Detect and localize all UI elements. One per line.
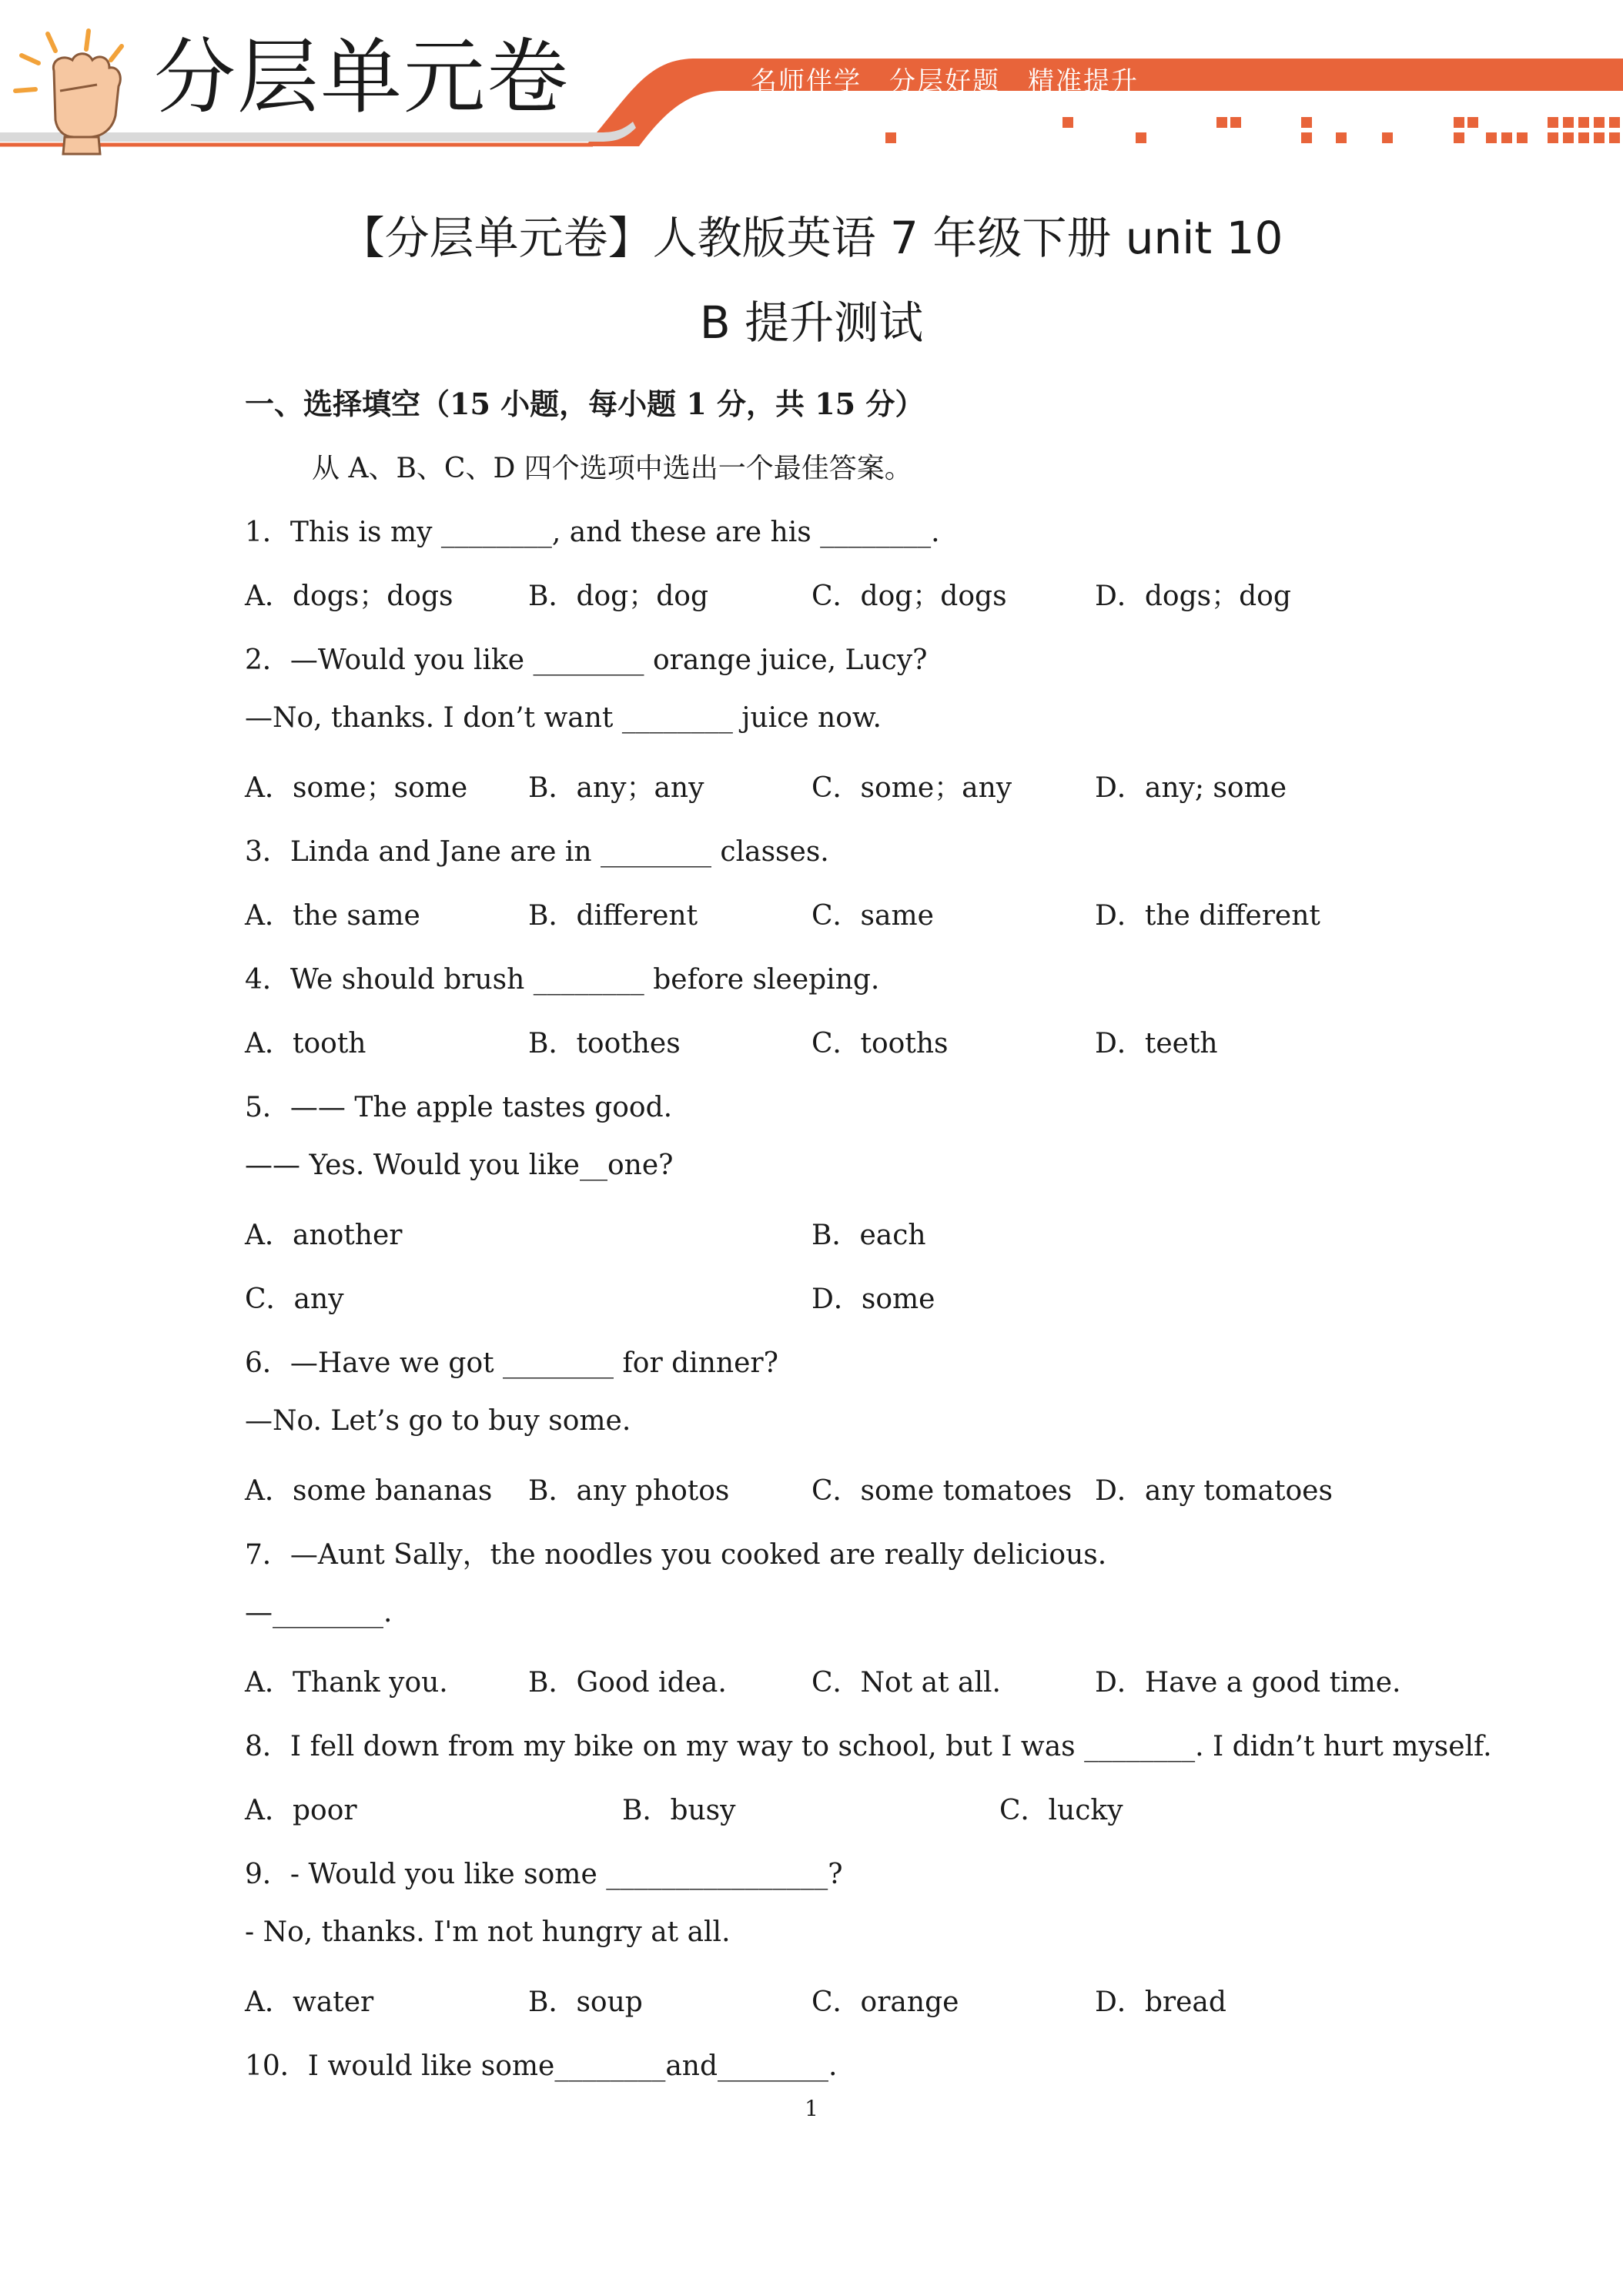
decor-squares: [885, 117, 1620, 143]
document-title-line1: 【分层单元卷】人教版英语 7 年级下册 unit 10: [340, 212, 1283, 264]
option-b[interactable]: B．Good idea.: [528, 1667, 727, 1699]
slogan-item: 精准提升: [1028, 66, 1139, 97]
header-slogan: [751, 60, 1166, 98]
options-row: [245, 1661, 1401, 1699]
option-c[interactable]: C．some；any: [812, 772, 1012, 804]
option-a[interactable]: A．dogs；dogs: [245, 581, 453, 612]
question-text: 7．—Aunt Sally，the noodles you cooked are really delicious.: [245, 1539, 1107, 1571]
option-b[interactable]: B．each: [812, 1220, 926, 1251]
question-text: —— Yes. Would you like__one?: [245, 1150, 674, 1181]
option-d[interactable]: D．any; some: [1095, 772, 1287, 804]
option-c[interactable]: C．same: [812, 900, 934, 932]
question-text: 1．This is my ________, and these are his ________.: [245, 517, 940, 548]
options-row: [245, 574, 1400, 612]
option-b[interactable]: B．dog；dog: [528, 581, 708, 612]
brand-title: 分层单元卷: [154, 30, 570, 125]
question-text: —________.: [245, 1597, 393, 1628]
page-number: 1: [805, 2096, 818, 2121]
options-row: [245, 1789, 1400, 1826]
section-heading: 一、选择填空（15 小题，每小题 1 分，共 15 分）: [245, 387, 925, 421]
options-row: [245, 1980, 1400, 2018]
question-text: 8．I fell down from my bike on my way to school, but I was ________. I didn’t hurt myself.: [245, 1731, 1492, 1762]
option-c[interactable]: C．lucky: [999, 1795, 1123, 1826]
options-row: [245, 1469, 1400, 1507]
options-row: [245, 1277, 1400, 1315]
options-row: [245, 1022, 1400, 1059]
option-d[interactable]: D．Have a good time.: [1095, 1667, 1401, 1699]
option-c[interactable]: C．any: [245, 1284, 344, 1315]
option-a[interactable]: A．poor: [245, 1795, 357, 1826]
question-text: —No, thanks. I don’t want ________ juice now.: [245, 702, 882, 734]
option-b[interactable]: B．any；any: [528, 772, 704, 804]
option-b[interactable]: B．different: [528, 900, 698, 932]
options-row: [245, 1213, 1400, 1251]
option-b[interactable]: B．busy: [622, 1795, 736, 1826]
options-row: [245, 894, 1400, 932]
option-c[interactable]: C．some tomatoes: [812, 1475, 1073, 1507]
question-text: 5．—— The apple tastes good.: [245, 1092, 673, 1123]
option-a[interactable]: A．some bananas: [245, 1475, 493, 1507]
section-instruction: 从 A、B、C、D 四个选项中选出一个最佳答案。: [312, 453, 912, 484]
slogan-item: 名师伴学: [751, 66, 862, 97]
option-d[interactable]: D．some: [812, 1284, 935, 1315]
question-text: 4．We should brush ________ before sleeping.: [245, 964, 880, 996]
option-a[interactable]: A．Thank you.: [245, 1667, 448, 1699]
option-b[interactable]: B．any photos: [528, 1475, 730, 1507]
option-d[interactable]: D．bread: [1095, 1986, 1226, 2018]
option-c[interactable]: C．orange: [812, 1986, 959, 2018]
question-text: 9．- Would you like some ________________?: [245, 1859, 843, 1890]
option-d[interactable]: D．any tomatoes: [1095, 1475, 1333, 1507]
slogan-item: 分层好题: [889, 66, 1000, 97]
option-a[interactable]: A．water: [245, 1986, 374, 2018]
option-c[interactable]: C．Not at all.: [812, 1667, 1001, 1699]
question-text: —No. Let’s go to buy some.: [245, 1405, 631, 1437]
question-text: 2．—Would you like ________ orange juice, Lucy?: [245, 644, 928, 676]
option-b[interactable]: B．toothes: [528, 1028, 681, 1059]
option-d[interactable]: D．the different: [1095, 900, 1320, 932]
question-text: 6．—Have we got ________ for dinner?: [245, 1347, 778, 1379]
document-title-line2: B 提升测试: [699, 296, 924, 349]
question-text: 10．I would like some________and________.: [245, 2050, 838, 2082]
option-a[interactable]: A．another: [245, 1220, 403, 1251]
option-a[interactable]: A．some；some: [245, 772, 468, 804]
option-c[interactable]: C．tooths: [812, 1028, 949, 1059]
question-text: - No, thanks. I'm not hungry at all.: [245, 1916, 731, 1948]
option-a[interactable]: A．tooth: [245, 1028, 366, 1059]
question-text: 3．Linda and Jane are in ________ classes.: [245, 836, 829, 868]
option-b[interactable]: B．soup: [528, 1986, 643, 2018]
option-d[interactable]: D．teeth: [1095, 1028, 1218, 1059]
option-a[interactable]: A．the same: [245, 900, 420, 932]
option-d[interactable]: D．dogs；dog: [1095, 581, 1291, 612]
options-row: [245, 766, 1400, 804]
option-c[interactable]: C．dog；dogs: [812, 581, 1007, 612]
